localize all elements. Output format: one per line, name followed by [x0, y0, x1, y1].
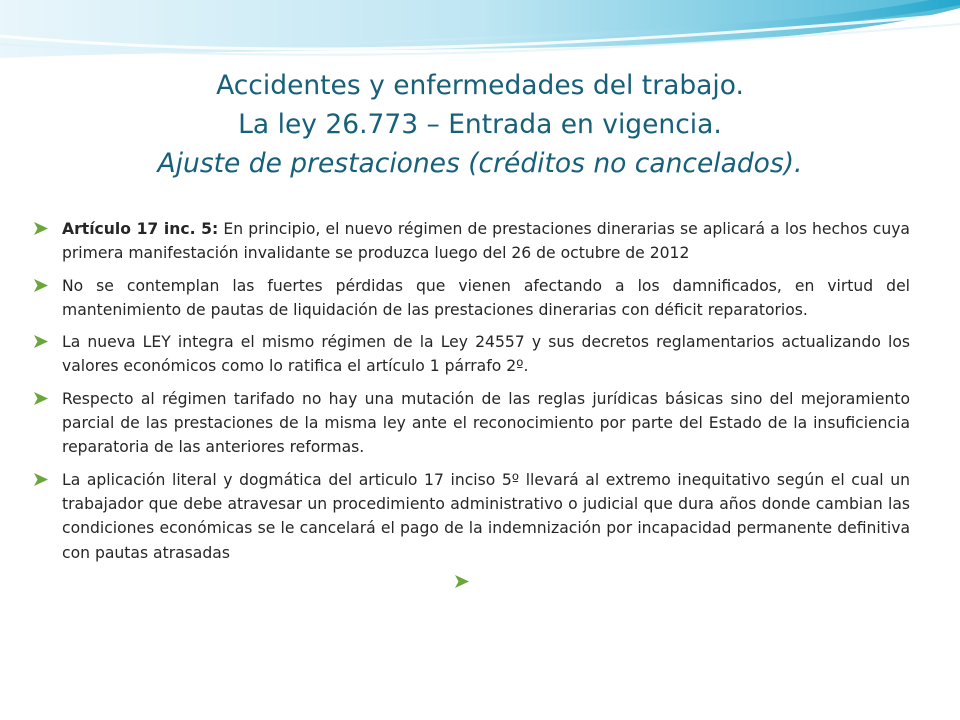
arrow-bullet-icon	[34, 279, 48, 292]
arrow-bullet-icon	[34, 335, 48, 348]
bullet-item	[34, 217, 910, 266]
arrow-bullet-icon	[34, 222, 48, 235]
bullet-text: No se contemplan las fuertes pérdidas que vienen afectando a los damnificados, en virtud del mantenimiento de pautas de liquidación de las prestaciones dinerarias con déficit reparatorios.	[62, 276, 910, 319]
arrow-bullet-icon	[455, 575, 469, 588]
bullet-item	[34, 387, 910, 460]
bullet-lead: Artículo 17 inc. 5:	[62, 220, 219, 238]
bullet-text: La nueva LEY integra el mismo régimen de la Ley 24557 y sus decretos reglamentarios actualizando los valores económicos como lo ratifica el artículo 1 párrafo 2º.	[62, 333, 910, 376]
slide-title	[0, 66, 960, 183]
empty-bullet	[34, 569, 910, 593]
bullet-text: La aplicación literal y dogmática del articulo 17 inciso 5º llevará al extremo inequitativo según el cual un trabajador que debe atravesar un procedimiento administrativo o judicial que dura años donde cambian las condiciones económicas se le cancelará el pago de la indemnización por incapacidad permanente definitiva con pautas atrasadas	[62, 470, 910, 562]
arrow-bullet-icon	[34, 473, 48, 486]
bullet-item	[34, 274, 910, 323]
bullet-text: Respecto al régimen tarifado no hay una mutación de las reglas jurídicas básicas sino del mejoramiento parcial de las prestaciones de la misma ley ante el reconocimiento por parte del Estado de la insuficiencia reparatoria de las anteriores reformas.	[62, 389, 910, 457]
arrow-bullet-icon	[34, 392, 48, 405]
bullet-list	[34, 217, 910, 593]
bullet-text: En principio, el nuevo régimen de prestaciones dinerarias se aplicará a los hechos cuya primera manifestación invalidante se produzca luego del 26 de octubre de 2012	[62, 220, 910, 263]
title-line-2: La ley 26.773 – Entrada en vigencia.	[238, 109, 722, 140]
bullet-item	[34, 330, 910, 379]
bullet-item	[34, 468, 910, 565]
title-line-1: Accidentes y enfermedades del trabajo.	[216, 70, 744, 101]
title-line-3: Ajuste de prestaciones (créditos no cancelados).	[157, 148, 803, 179]
